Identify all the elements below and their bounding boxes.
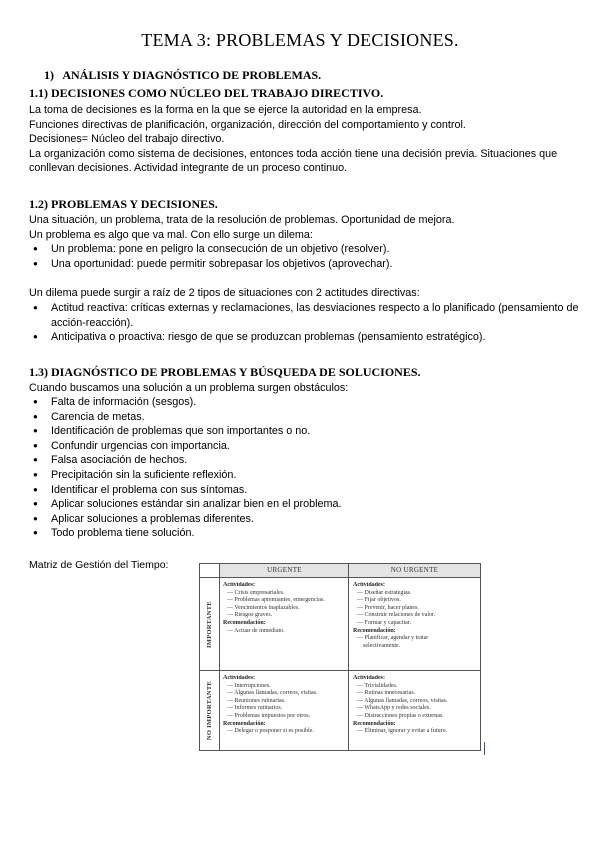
matrix-corner [200,564,219,578]
quadrant-item: — Problemas apremiantes, emergencias. [227,597,325,604]
problem-opportunity-list [29,242,584,271]
list-item: ● Falta de información (sesgos). [29,395,584,410]
recommendation-item: selectivamente. [357,642,401,649]
attitudes-list [29,301,584,345]
recommendation-item: — Planificar, agendar y tratar [357,635,429,642]
recommendation-label: Recomendación: [353,720,396,727]
paragraph-line: Un problema es algo que va mal. Con ello surge un dilema: [29,228,313,241]
matrix-row-important [200,578,220,671]
quadrant-item: — Algunas llamadas, correos, visitas. [357,697,448,704]
list-item: ● Un problema: pone en peligro la consecución de un objetivo (resolver). [29,242,584,257]
quadrant-item: — Distracciones propias o externas. [357,712,444,719]
matrix-divider [348,564,349,750]
list-item: ● Una oportunidad: puede permitir sobrepasar los objetivos (aprovechar). [29,257,584,272]
recommendation-item: — Eliminar, ignorar y evitar a futuro. [357,728,448,735]
matrix-row-label: NO IMPORTANTE [206,680,213,741]
quadrant-item: — Formar y capacitar. [357,619,411,626]
list-item: ● Precipitación sin la suficiente reflexión. [29,468,584,483]
quadrant-item: — Riesgos graves. [227,612,273,619]
matrix-header-urgent: URGENTE [219,564,350,578]
quadrant-item: — Trivialidades. [357,682,398,689]
list-item: ● Identificar el problema con sus síntomas. [29,483,584,498]
quadrant-item: — Vencimientos inaplazables. [227,604,300,611]
recommendation-label: Recomendación: [223,720,266,727]
section-1-1-heading: 1.1) DECISIONES COMO NÚCLEO DEL TRABAJO DIRECTIVO. [29,86,384,100]
recommendation-label: Recomendación: [353,627,396,634]
activities-label: Actividades: [223,582,255,588]
quadrant-not-urgent-important [353,582,478,650]
recommendation-label: Recomendación: [223,619,266,626]
list-item: ● Carencia de metas. [29,410,584,425]
section-1-2-body [29,213,584,242]
list-item: ● Identificación de problemas que son importantes o no. [29,424,584,439]
quadrant-item: — Rutinas innecesarias. [357,690,416,697]
recommendation-item: — Delegar o posponer si es posible. [227,728,314,735]
section-1-heading: 1) ANÁLISIS Y DIAGNÓSTICO DE PROBLEMAS. [44,68,322,82]
quadrant-item: — Diseñar estrategias. [357,589,412,596]
quadrant-item: — Interrupciones. [227,682,271,689]
matrix-row-label: IMPORTANTE [206,600,214,648]
page-title: TEMA 3: PROBLEMAS Y DECISIONES. [141,30,459,50]
list-item: ● Anticipativa o proactiva: riesgo de que se produzcan problemas (pensamiento estratégico). [29,330,584,345]
text-cursor [484,742,485,755]
quadrant-not-urgent-not-important [353,675,478,736]
paragraph-line: La toma de decisiones es la forma en la que se ejerce la autoridad en la empresa. [29,104,422,116]
activities-label: Actividades: [353,675,385,681]
quadrant-item: — Problemas impuestos por otros. [227,712,311,719]
list-item: ● Actitud reactiva: críticas externas y reclamaciones, las desviaciones respecto a lo planificado (pensamiento de acción-reacción). [29,301,584,330]
quadrant-urgent-important [223,582,345,635]
list-item: ● Todo problema tiene solución. [29,526,584,541]
quadrant-item: — Construir relaciones de valor. [357,612,436,619]
dilema-paragraph: Un dilema puede surgir a raíz de 2 tipos de situaciones con 2 actitudes directivas: [29,287,420,299]
activities-label: Actividades: [353,582,385,588]
list-item: ● Aplicar soluciones estándar sin analizar bien en el problema. [29,497,584,512]
paragraph-line: Decisiones= Núcleo del trabajo directivo. [29,133,225,146]
list-item: ● Confundir urgencias con importancia. [29,439,584,454]
paragraph-line: La organización como sistema de decisiones, entonces toda acción tiene una decisión previa. Situaciones que conllevan decisiones. Actividad integrante de un proceso continuo. [29,147,558,175]
quadrant-item: — Reuniones rutinarias. [227,697,286,704]
matrix-row-not-important [200,671,220,750]
section-1-1-body [29,103,584,176]
obstacles-list [29,395,584,541]
matrix-divider [219,670,480,671]
matrix-header-not-urgent: NO URGENTE [349,564,480,578]
time-management-matrix [199,563,481,751]
paragraph-line: Funciones directivas de planificación, organización, dirección del comportamiento y control. [29,118,466,131]
quadrant-item: — Prevenir, hacer planes. [357,604,419,611]
list-item: ● Falsa asociación de hechos. [29,453,584,468]
list-item: ● Aplicar soluciones a problemas diferentes. [29,512,584,527]
quadrant-urgent-not-important [223,675,345,736]
quadrant-item: — WhatsApp y redes sociales. [357,705,431,712]
section-1-3-heading: 1.3) DIAGNÓSTICO DE PROBLEMAS Y BÚSQUEDA DE SOLUCIONES. [29,365,421,379]
matrix-caption: Matriz de Gestión del Tiempo: [29,559,169,571]
recommendation-item: — Actuar de inmediato. [227,627,285,634]
section-1-3-intro: Cuando buscamos una solución a un problema surgen obstáculos: [29,382,349,394]
activities-label: Actividades: [223,675,255,681]
section-1-2-heading: 1.2) PROBLEMAS Y DECISIONES. [29,197,218,211]
paragraph-line: Una situación, un problema, trata de la resolución de problemas. Oportunidad de mejora. [29,214,455,226]
quadrant-item: — Crisis empresariales. [227,589,285,596]
quadrant-item: — Informes rutinarios. [227,705,283,712]
quadrant-item: — Fijar objetivos. [357,597,401,604]
quadrant-item: — Algunas llamadas, correos, visitas. [227,690,318,697]
